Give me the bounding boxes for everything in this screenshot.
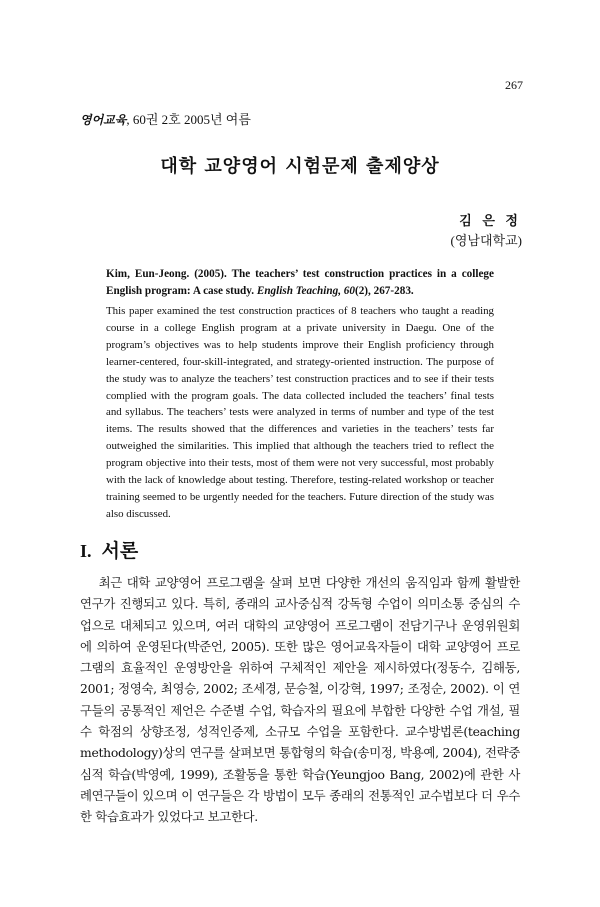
page-number: 267 [505,78,523,92]
paper-title: 대학 교양영어 시험문제 출제양상 [160,156,440,177]
section-title: 서론 [101,540,139,562]
body-paragraph: 최근 대학 교양영어 프로그램을 살펴 보면 다양한 개선의 움직임과 함께 활발한 연구가 진행되고 있다. 특히, 종래의 교사중심적 강독형 수업이 의미소통 중심의 수업으로 대체되고 있으며, 여러 대학의 교양영어 프로그램이 전담기구나 운영위원회에 의하여 운영된다(박준언, 2005). 또한 많은 영어교육자들이 대학 교양영어 프로그램의 효율적인 운영방안을 위하여 구체적인 제안을 제시하였다(정동수, 김해동, 2001; 정영숙, 최영승, 2002; 조세경, 문승철, 이강혁, 1997; 조정순, 2002). 이 연구들의 공통적인 제언은 수준별 수업, 학습자의 필요에 부합한 다양한 수업 개설, 필수 학점의 상향조정, 성적인증제, 소규모 수업을 포함한다. 교수방법론(teaching methodology)상의 연구를 살펴보면 통합형의 학습(송미정, 박용예, 2004), 전략중심적 학습(박영예, 1999), 조활동을 통한 학습(Yeungjoo Bang, 2002)에 관한 사례연구들이 있으며 이 연구들은 각 방법이 모두 종래의 전통적인 교수법보다 더 우수한 학습효과가 있었다고 보고한다. [80,575,520,825]
citation [106,266,494,300]
section-number: I. [80,541,92,561]
author-affiliation: (영남대학교) [450,233,522,248]
abstract: This paper examined the test construction practices of 8 teachers who taught a reading course in a college English program at a private university in Daegu. One of the program’s objectives was to help students improve their English proficiency through learner-centered, four-skill-integrated, and strategy-oriented instruction. The purpose of the study was to analyze the teachers’ test construction practices and to see if their tests complied with the program goals. The data collected included the teachers’ final tests and syllabus. The teachers’ tests were analyzed in terms of number and type of the test items. The results showed that the differences and varieties in the teachers’ tests far outweighed the similarities. This implied that although the teachers tried to reflect the program objective into their tests, most of them were not very successful, most probably with the lack of knowledge about testing. Therefore, testing-related workshop or teacher training seemed to be urgently needed for the teachers. Future direction of the study was also discussed. [106,305,494,520]
journal-name: 영어교육 [80,113,127,127]
citation-journal: English Teaching, 60 [256,285,355,297]
author-name: 김 은 정 [459,214,521,229]
section-heading [80,536,138,563]
journal-issue: , 60권 2호 2005년 여름 [126,112,251,127]
citation-suffix: (2), 267-283. [354,285,414,297]
journal-header [80,109,251,128]
citation-prefix: Kim, Eun-Jeong. (2005). The teachers’ test construction practices in a college English program: A case study. [106,268,494,297]
